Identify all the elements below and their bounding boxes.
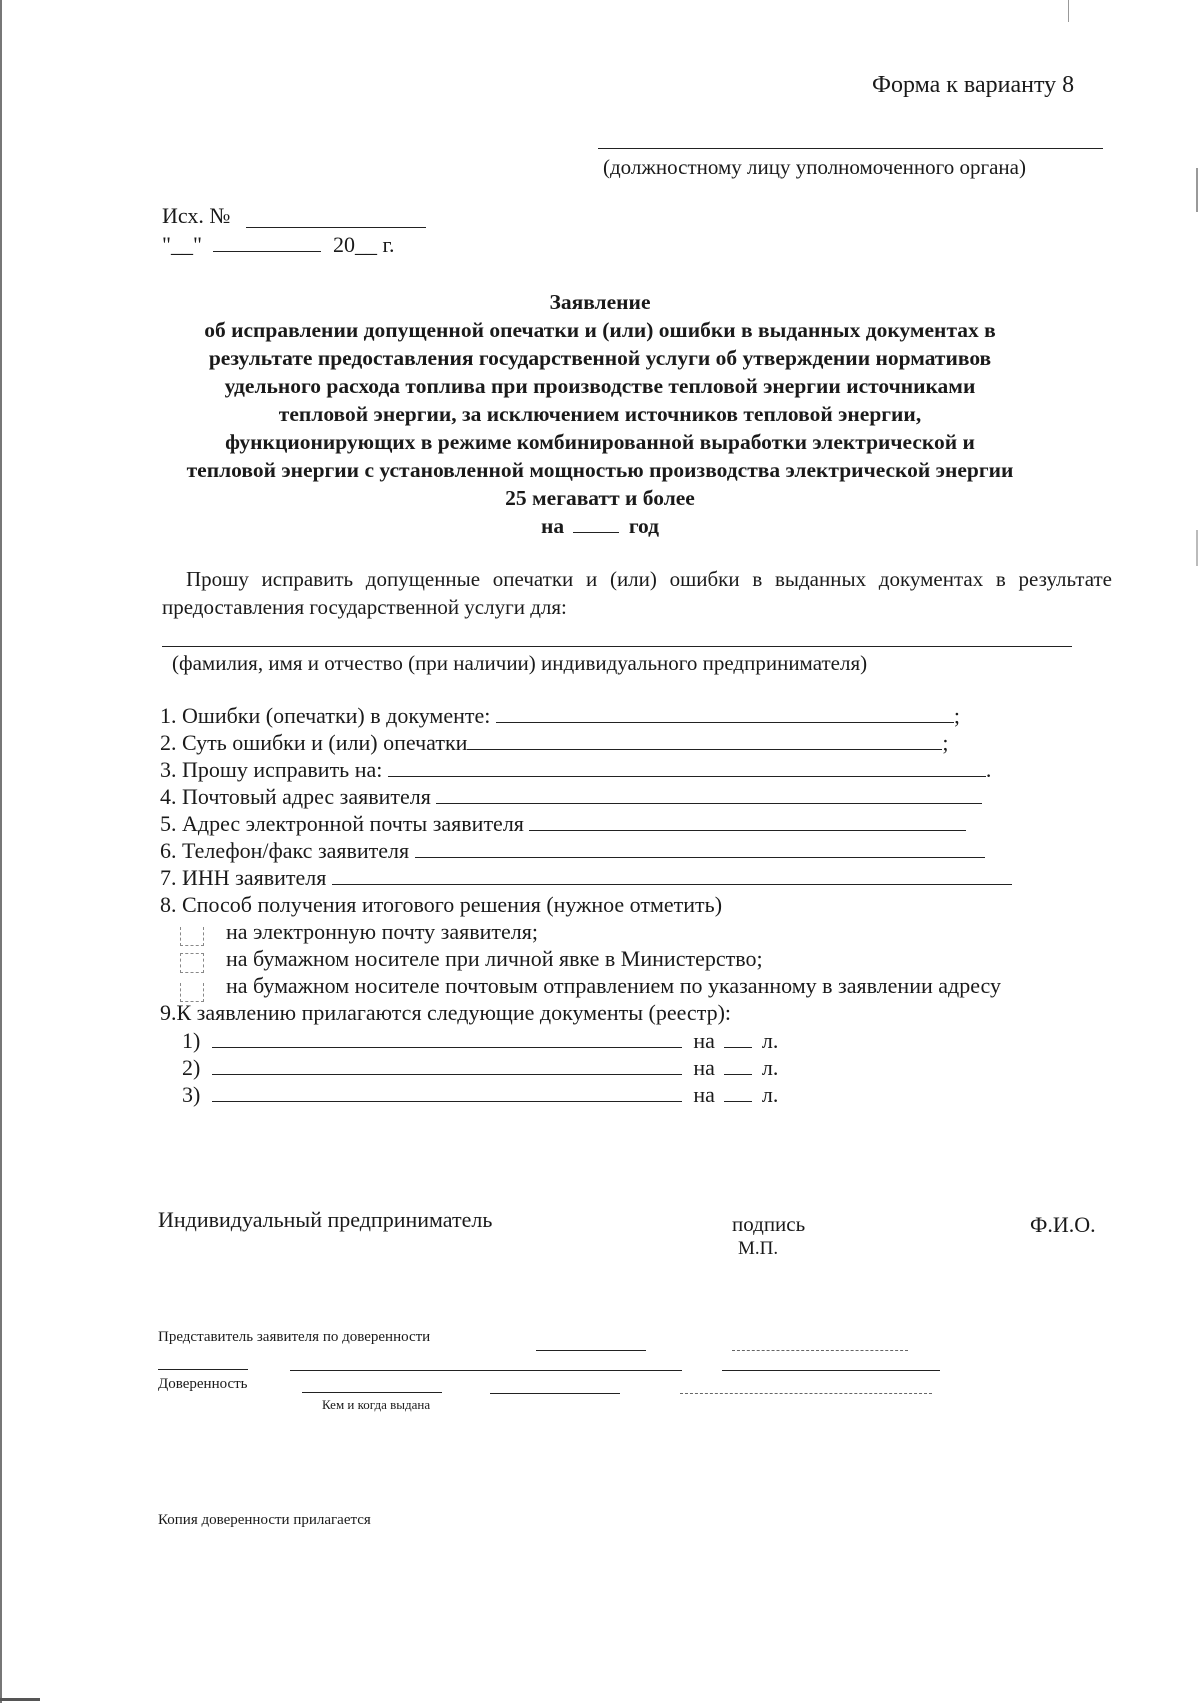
representative-blank (536, 1350, 646, 1351)
scan-artifact (1196, 530, 1198, 566)
scan-artifact (1068, 0, 1069, 22)
scan-artifact (1196, 168, 1198, 212)
title-line: удельного расхода топлива при производстве тепловой энергии источниками (224, 374, 976, 398)
document-title (150, 288, 1050, 540)
date-year-suffix: __ г. (354, 232, 395, 257)
attachment-blank (212, 1074, 682, 1075)
representative-label: Представитель заявителя по доверенности (158, 1329, 431, 1345)
title-year: на год (540, 514, 660, 538)
item-blank (415, 857, 985, 858)
item-phone-fax: 6. Телефон/факс заявителя (160, 838, 985, 864)
attachment-pages-blank (724, 1074, 752, 1075)
option-email-checkbox[interactable] (180, 927, 204, 946)
addressee-caption: (должностному лицу уполномоченного органа) (603, 155, 1026, 179)
item-error-essence: 2. Суть ошибки и (или) опечатки ; (160, 730, 949, 755)
copy-attached-label: Копия доверенности прилагается (158, 1512, 371, 1528)
item-inn: 7. ИНН заявителя (160, 865, 1012, 891)
item-blank (332, 884, 1012, 885)
issued-by-caption: Кем и когда выдана (322, 1397, 431, 1412)
fio-caption: (фамилия, имя и отчество (при наличии) индивидуального предпринимателя) (172, 651, 868, 675)
item-blank (529, 830, 966, 831)
stamp-place-label: М.П. (738, 1238, 779, 1259)
item-correct-to: 3. Прошу исправить на: . (160, 757, 992, 782)
item-errors-in-document: 1. Ошибки (опечатки) в документе: ; (160, 703, 960, 728)
addressee-line (598, 148, 1103, 149)
item-blank (388, 776, 986, 777)
attachment-row: 3) на л. (182, 1082, 779, 1107)
option-post-label: на бумажном носителе почтовым отправлением по указанному в заявлении адресу (226, 973, 1001, 998)
option-in-person-checkbox[interactable] (180, 953, 204, 973)
outgoing-date (162, 232, 395, 258)
power-of-attorney-blank (722, 1370, 940, 1371)
option-in-person-label: на бумажном носителе при личной явке в Министерство; (226, 946, 763, 971)
date-year-prefix: 20 (332, 232, 355, 257)
attachment-pages-blank (724, 1101, 752, 1102)
power-of-attorney-blank (290, 1370, 682, 1371)
item-blank (496, 722, 954, 723)
title-line: тепловой энергии с установленной мощностью производства электрической энергии (186, 458, 1014, 482)
title-line: функционирующих в режиме комбинированной выработки электрической и (225, 430, 975, 454)
scan-artifact (0, 1698, 40, 1701)
form-variant-label: Форма к варианту 8 (872, 72, 1075, 98)
outgoing-number-label: Исх. № (162, 203, 231, 228)
title-line: 25 мегаватт и более (505, 486, 695, 510)
title-line: результате предоставления государственной услуги об утверждении нормативов (208, 346, 992, 370)
fio-line (162, 646, 1072, 647)
title-line: тепловой энергии, за исключением источников тепловой энергии, (278, 402, 922, 426)
item-delivery-method: 8. Способ получения итогового решения (нужное отметить) (160, 892, 723, 917)
intro-paragraph: Прошу исправить допущенные опечатки и (или) ошибки в выданных документах в результате предоставления государственной услуги для: (162, 567, 1112, 619)
representative-blank (732, 1350, 908, 1351)
power-of-attorney-blank (680, 1393, 932, 1394)
title-heading: Заявление (549, 290, 651, 314)
date-day: "__" (162, 232, 202, 257)
attachment-row: 2) на л. (182, 1055, 779, 1080)
power-of-attorney-blank (158, 1369, 248, 1370)
signature-sign-label: подпись (732, 1212, 806, 1236)
year-blank (573, 532, 619, 533)
scan-edge (0, 0, 2, 1703)
power-of-attorney-blank (490, 1393, 620, 1394)
option-email-label: на электронную почту заявителя; (226, 919, 539, 944)
power-of-attorney-blank (302, 1392, 442, 1393)
attachments-label: 9.К заявлению прилагаются следующие документы (реестр): (160, 1000, 732, 1025)
attachment-pages-blank (724, 1047, 752, 1048)
outgoing-number-line (246, 227, 426, 228)
attachment-blank (212, 1047, 682, 1048)
title-line: об исправлении допущенной опечатки и (или) ошибки в выданных документах в (204, 318, 996, 342)
item-postal-address: 4. Почтовый адрес заявителя (160, 784, 982, 810)
signature-entrepreneur-label: Индивидуальный предприниматель (158, 1207, 493, 1232)
attachment-blank (212, 1101, 682, 1102)
item-blank (467, 749, 942, 750)
date-month-line (213, 251, 321, 252)
item-blank (436, 803, 982, 804)
power-of-attorney-label: Доверенность (158, 1376, 248, 1392)
item-email: 5. Адрес электронной почты заявителя (160, 811, 966, 837)
signature-fio-label: Ф.И.О. (1030, 1212, 1096, 1237)
attachment-row: 1) на л. (182, 1028, 779, 1053)
